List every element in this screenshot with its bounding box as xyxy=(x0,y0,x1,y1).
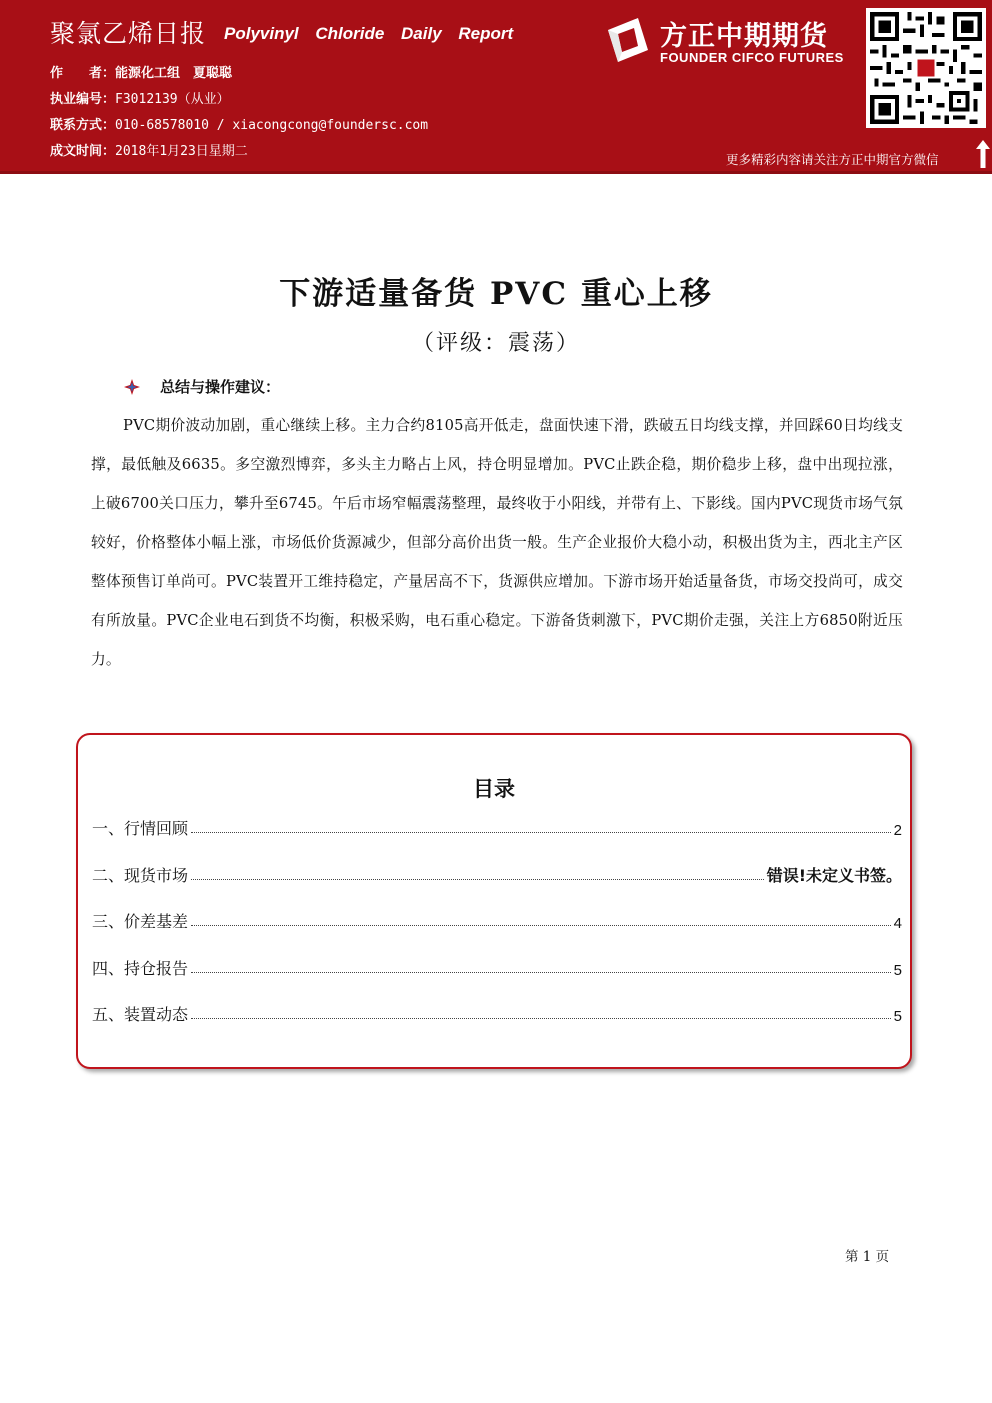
meta-author-label: 作 者： xyxy=(50,66,116,81)
summary-paragraph: PVC期价波动加剧，重心继续上移。主力合约8105高开低走，盘面快速下滑，跌破五日均线支撑，并回踩60日均线支撑，最低触及6635。多空激烈博弈，多头主力略占上风，持仓明显增加。PVC止跌企稳，期价稳步上移，盘中出现拉涨，上破6700关口压力，攀升至6745。午后市场窄幅震荡整理，最终收于小阳线，并带有上、下影线。国内PVC现货市场气氛较好，价格整体小幅上涨，市场低价货源减少，但部分高价出货一般。生产企业报价大稳小动，积极出货为主，西北主产区整体预售订单尚可。PVC装置开工维持稳定，产量居高不下，货源供应增加。下游市场开始适量备货，市场交投尚可，成交有所放量。PVC企业电石到货不均衡，积极采购，电石重心稳定。下游备货刺激下，PVC期价走强，关注上方6850附近压力。 xyxy=(91,417,903,668)
toc-item[interactable] xyxy=(92,813,902,839)
meta-author xyxy=(50,62,232,81)
logo-text-cn: 方正中期期货 xyxy=(660,21,828,52)
header-divider xyxy=(0,171,992,174)
toc-item-label: 三、价差基差 xyxy=(92,912,189,931)
toc-item-page: 5 xyxy=(893,962,902,979)
toc-item-label: 一、行情回顾 xyxy=(92,819,189,838)
report-title-en: Polyvinyl Chloride Daily Report xyxy=(224,24,514,43)
meta-contact-value: 010-68578010 / xiacongcong@foundersc.com xyxy=(115,118,429,133)
toc-item[interactable] xyxy=(92,953,902,979)
table-of-contents xyxy=(76,733,912,1069)
toc-leader xyxy=(191,925,891,926)
toc-item-label: 二、现货市场 xyxy=(92,866,189,885)
qr-follow-note: 更多精彩内容请关注方正中期官方微信 xyxy=(726,152,939,167)
toc-item-page: 错误!未定义书签。 xyxy=(766,866,902,885)
toc-item-page: 5 xyxy=(893,1008,902,1025)
meta-date xyxy=(50,140,248,159)
meta-date-value: 2018年1月23日星期二 xyxy=(115,144,248,159)
header-band xyxy=(0,0,992,171)
document-title: 下游适量备货 PVC 重心上移 xyxy=(279,276,713,312)
toc-item-label: 四、持仓报告 xyxy=(92,959,189,978)
toc-item[interactable] xyxy=(92,906,902,932)
toc-leader xyxy=(191,879,764,880)
meta-license-value: F3012139（从业） xyxy=(115,92,230,107)
toc-item-label: 五、装置动态 xyxy=(92,1005,189,1024)
meta-contact-label: 联系方式： xyxy=(50,118,116,133)
toc-leader xyxy=(191,972,891,973)
meta-license xyxy=(50,88,230,107)
toc-leader xyxy=(191,832,891,833)
meta-contact xyxy=(50,114,428,133)
toc-item-page: 4 xyxy=(893,915,902,932)
toc-title: 目录 xyxy=(473,777,515,801)
arrow-up-icon xyxy=(976,140,990,168)
document-rating: （评级：震荡） xyxy=(411,331,580,356)
logo-text-en: FOUNDER CIFCO FUTURES xyxy=(660,50,844,65)
toc-item[interactable] xyxy=(92,860,902,886)
report-title-cn: 聚氯乙烯日报 xyxy=(50,19,207,48)
qr-code-icon xyxy=(866,8,986,128)
bullet-icon xyxy=(124,379,140,395)
meta-date-label: 成文时间： xyxy=(50,144,116,159)
meta-license-label: 执业编号： xyxy=(50,92,116,107)
toc-leader xyxy=(191,1018,891,1019)
page-number: 第 1 页 xyxy=(845,1249,890,1265)
company-logo xyxy=(604,14,856,66)
logo-mark-icon xyxy=(604,16,652,64)
toc-item-page: 2 xyxy=(893,822,902,839)
toc-item[interactable] xyxy=(92,999,902,1025)
meta-author-value: 能源化工组 夏聪聪 xyxy=(115,66,233,81)
section-heading-text: 总结与操作建议： xyxy=(160,378,281,396)
